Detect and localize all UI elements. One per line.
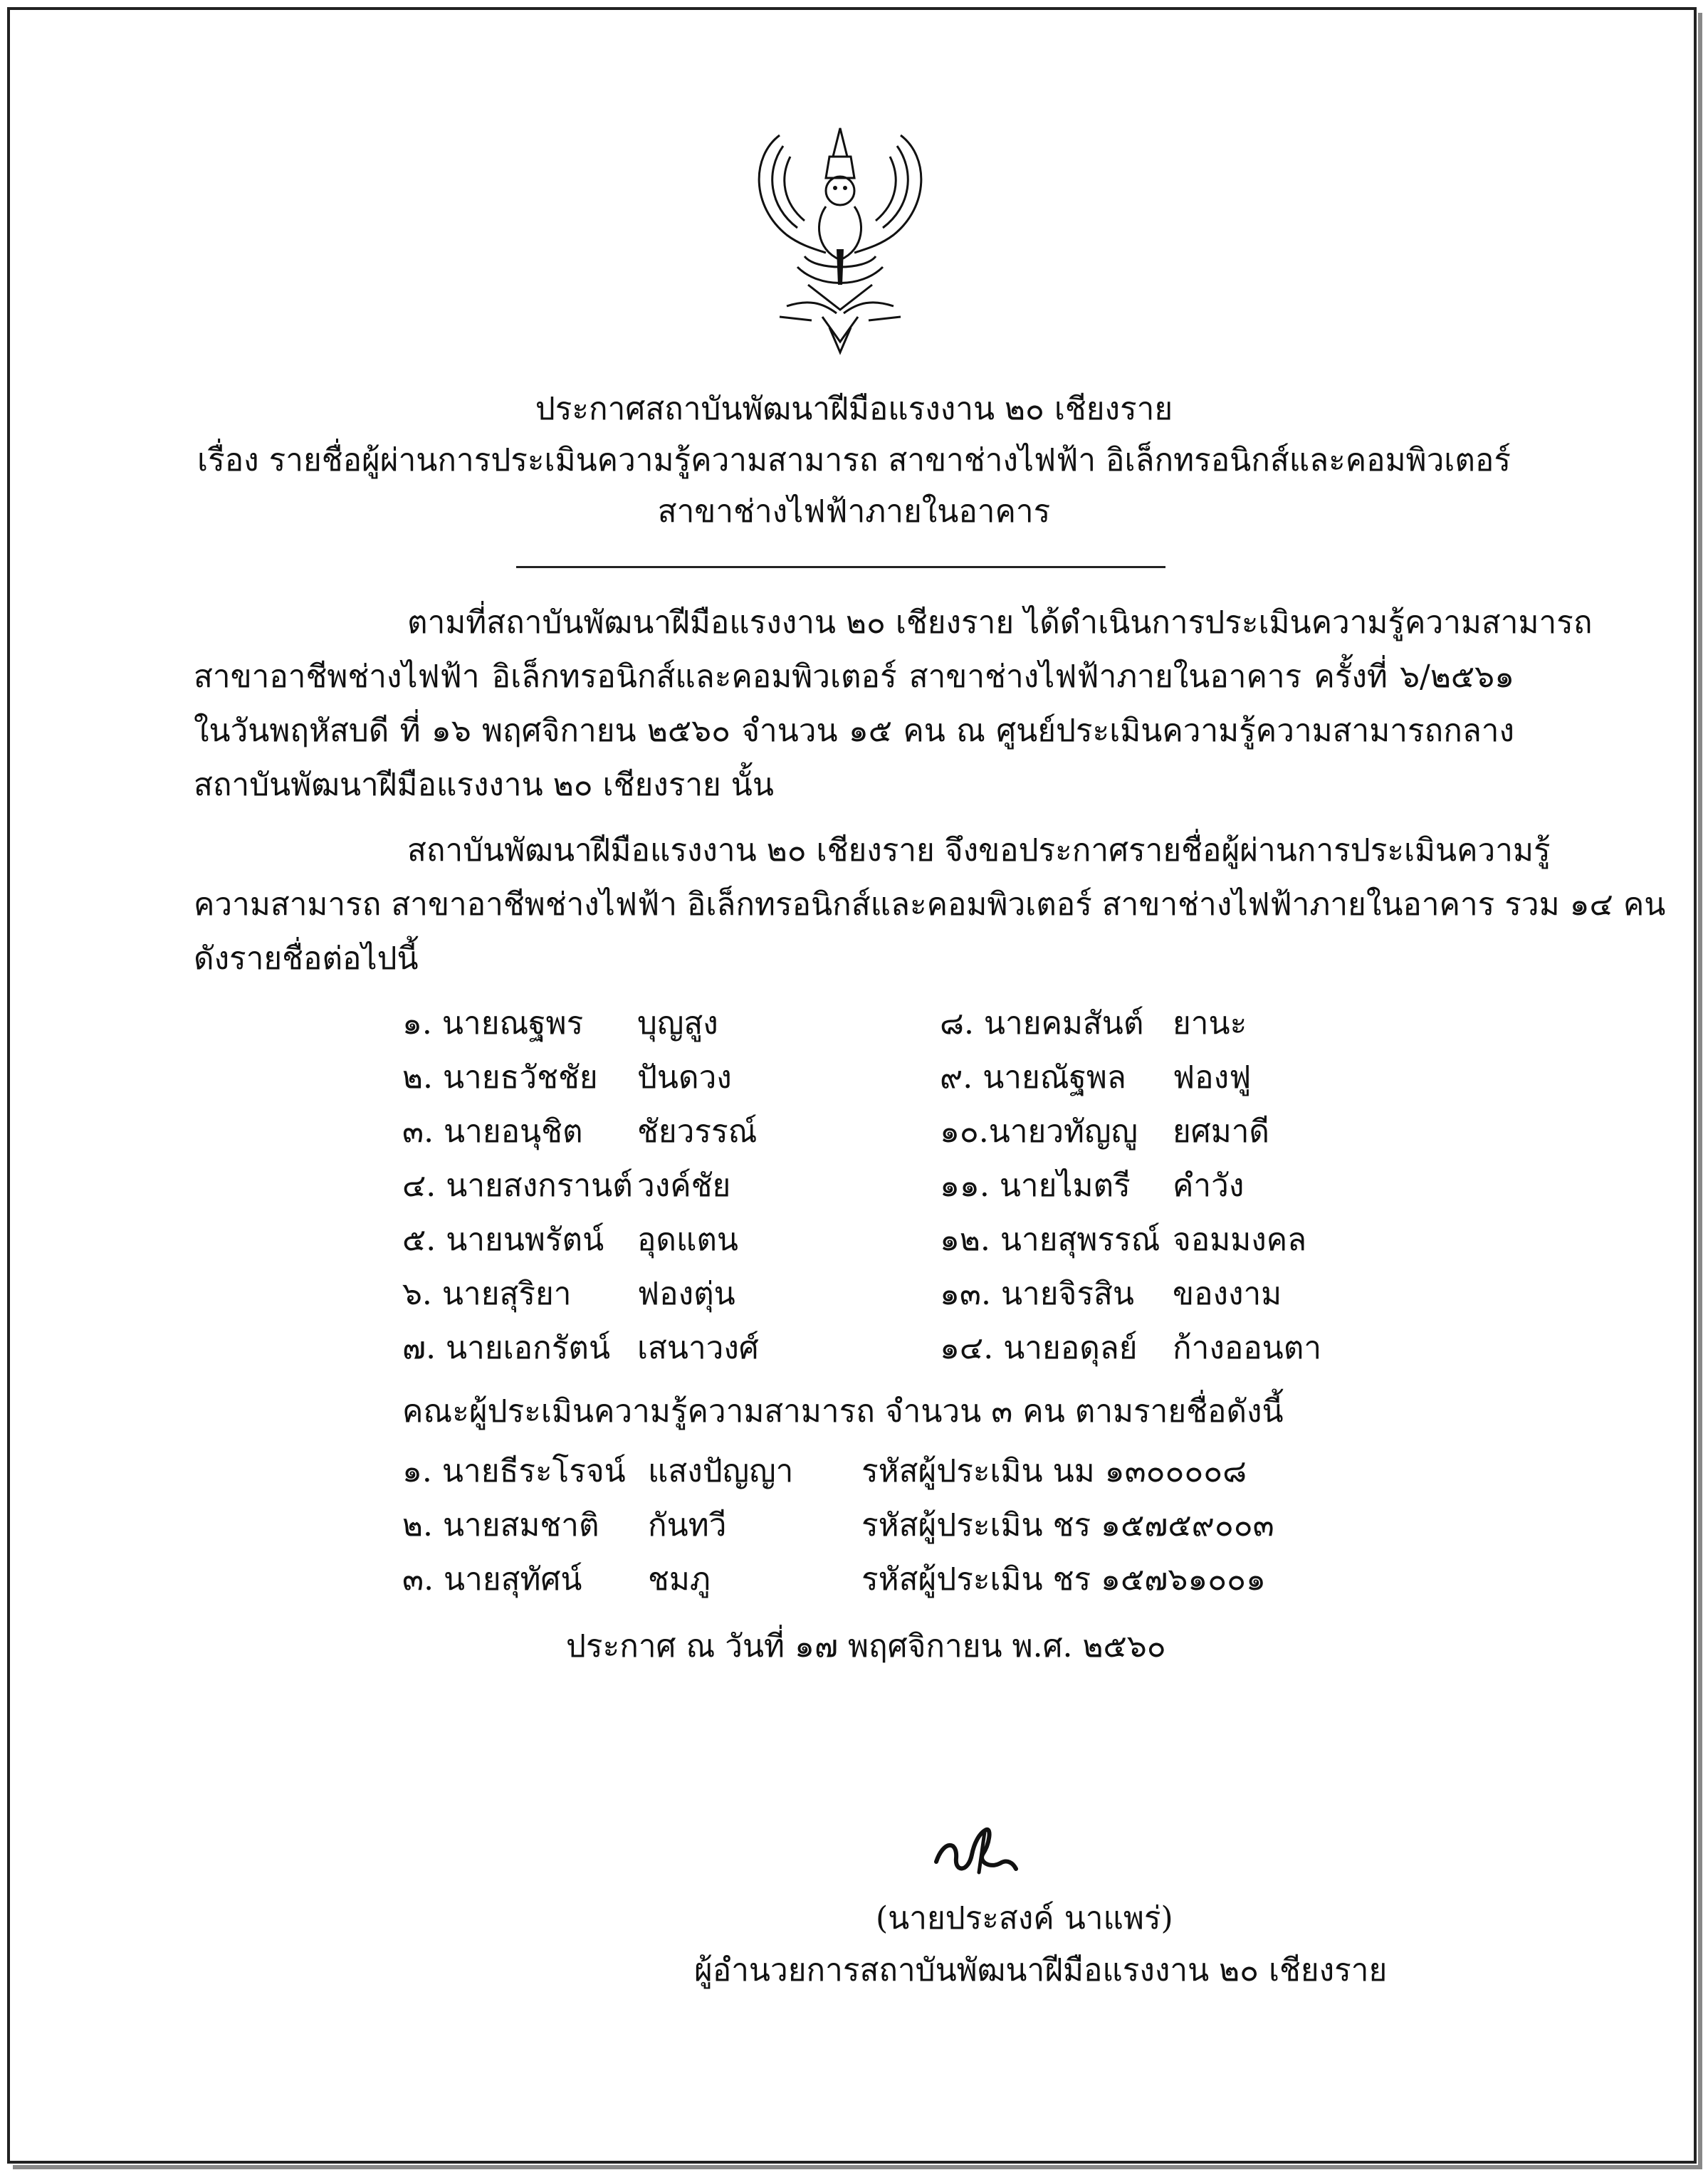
list-item-name: ๖. นายสุริยา [402,1276,572,1312]
list-item-surname: วงค์ชัย [637,1168,731,1204]
list-item-surname: ยศมาดี [1173,1113,1269,1150]
assessor-name: ๓. นายสุทัศน์ [402,1561,582,1598]
assessor-code: รหัสผู้ประเมิน ชร ๑๕๗๕๙๐๐๓ [861,1507,1274,1544]
assessor-name: ๑. นายธีระโรจน์ [402,1453,626,1489]
list-item-surname: อุดแตน [637,1222,739,1258]
list-item-surname: ชัยวรรณ์ [637,1113,758,1150]
signatory-position: ผู้อำนวยการสถาบันพัฒนาฝีมือแรงงาน ๒๐ เชียงราย [694,1952,1388,1988]
list-item-surname: ปันดวง [637,1059,732,1096]
list-item-name: ๑๒. นายสุพรรณ์ [940,1222,1161,1258]
list-item-surname: บุญสูง [637,1005,718,1042]
signatory-name: (นายประสงค์ นาแพร่) [876,1900,1173,1936]
paragraph-announcement [194,824,1666,986]
list-item-name: ๑๔. นายอดุลย์ [940,1330,1138,1366]
assessor-code: รหัสผู้ประเมิน นม ๑๓๐๐๐๐๘ [861,1453,1247,1489]
paragraph-line: สาขาอาชีพช่างไฟฟ้า อิเล็กทรอนิกส์และคอมพิวเตอร์ สาขาช่างไฟฟ้าภายในอาคาร ครั้งที่ ๖/๒๕๖๑ [194,659,1514,695]
announce-date: ประกาศ ณ วันที่ ๑๗ พฤศจิกายน พ.ศ. ๒๕๖๐ [566,1628,1166,1665]
list-item-surname: ก้างออนตา [1173,1330,1322,1366]
list-item-name: ๑๓. นายจิรสิน [940,1276,1134,1312]
list-item-name: ๒. นายธวัชชัย [402,1059,598,1096]
announcement-subject-branch: สาขาช่างไฟฟ้าภายในอาคาร [657,493,1051,530]
paragraph-line: ในวันพฤหัสบดี ที่ ๑๖ พฤศจิกายน ๒๕๖๐ จำนวน ๑๕ คน ณ ศูนย์ประเมินความรู้ความสามารถกลาง [194,713,1514,749]
list-item-name: ๑๐.นายวทัญญู [940,1113,1138,1150]
list-item-name: ๕. นายนพรัตน์ [402,1222,604,1258]
paragraph-line: สถาบันพัฒนาฝีมือแรงงาน ๒๐ เชียงราย นั้น [194,767,774,803]
announcement-subject: เรื่อง รายชื่อผู้ผ่านการประเมินความรู้ความสามารถ สาขาช่างไฟฟ้า อิเล็กทรอนิกส์และคอมพิวเตอร์ [197,442,1511,478]
list-item-surname: ฟองตุ่น [637,1276,735,1312]
list-item-surname: ของงาม [1173,1276,1282,1312]
list-item-surname: ยานะ [1173,1005,1247,1042]
list-item-surname: ฟองฟู [1173,1059,1252,1096]
separator-rule [516,566,1165,568]
list-item-surname: เสนาวงศ์ [637,1330,759,1366]
announcement-title: ประกาศสถาบันพัฒนาฝีมือแรงงาน ๒๐ เชียงราย [535,391,1173,427]
paragraph-line: สถาบันพัฒนาฝีมือแรงงาน ๒๐ เชียงราย จึงขอประกาศรายชื่อผู้ผ่านการประเมินความรู้ [407,832,1551,869]
list-item-name: ๙. นายณัฐพล [940,1059,1126,1096]
assessors-heading: คณะผู้ประเมินความรู้ความสามารถ จำนวน ๓ คน ตามรายชื่อดังนี้ [402,1393,1284,1430]
assessor-surname: แสงปัญญา [648,1453,794,1489]
list-item-name: ๘. นายคมสันต์ [940,1005,1144,1042]
paragraph-intro [194,596,1593,812]
list-item-surname: คำวัง [1173,1168,1245,1204]
list-item-name: ๔. นายสงกรานต์ [402,1168,633,1204]
paragraph-line: ดังรายชื่อต่อไปนี้ [194,940,419,977]
assessor-name: ๒. นายสมชาติ [402,1507,599,1544]
signature-icon [929,1819,1022,1883]
assessor-code: รหัสผู้ประเมิน ชร ๑๕๗๖๑๐๐๑ [861,1561,1266,1598]
assessor-surname: ชมภู [648,1561,711,1598]
list-item-name: ๗. นายเอกรัตน์ [402,1330,611,1366]
list-item-name: ๑๑. นายไมตรี [940,1168,1131,1204]
assessor-surname: กันทวี [648,1507,727,1544]
list-item-surname: จอมมงคล [1173,1222,1307,1258]
garuda-emblem-icon [737,114,943,356]
list-item-name: ๓. นายอนุชิต [402,1113,583,1150]
paragraph-line: ตามที่สถาบันพัฒนาฝีมือแรงงาน ๒๐ เชียงราย ได้ดำเนินการประเมินความรู้ความสามารถ [407,604,1593,641]
list-item-name: ๑. นายณฐพร [402,1005,584,1042]
paragraph-line: ความสามารถ สาขาอาชีพช่างไฟฟ้า อิเล็กทรอนิกส์และคอมพิวเตอร์ สาขาช่างไฟฟ้าภายในอาคาร รวม ๑๔ คน [194,886,1666,923]
